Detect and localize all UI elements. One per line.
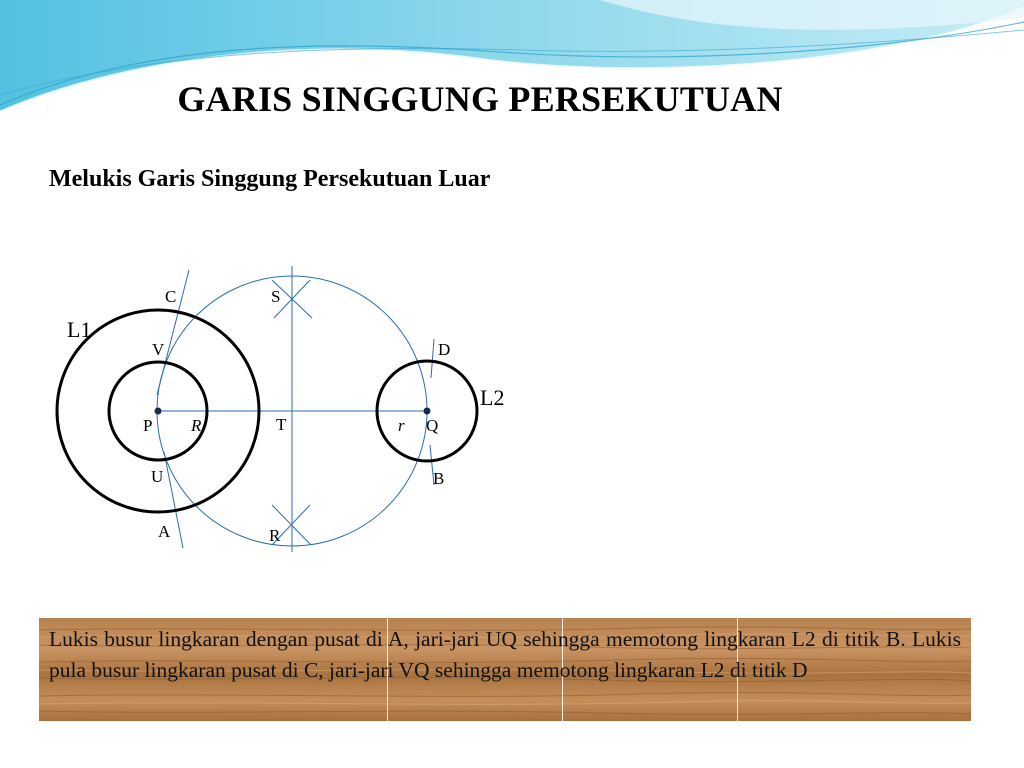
arc-mark-d xyxy=(431,339,434,378)
page-title: GARIS SINGGUNG PERSEKUTUAN xyxy=(177,79,783,119)
section-subtitle: Melukis Garis Singgung Persekutuan Luar xyxy=(49,166,491,192)
radius-small-r-label: r xyxy=(398,416,405,435)
point-q-label: Q xyxy=(426,416,439,435)
point-a-label: A xyxy=(158,522,171,541)
point-v-label: V xyxy=(152,340,165,359)
point-c-label: C xyxy=(165,287,177,306)
point-r-label: R xyxy=(269,526,281,545)
point-q-dot xyxy=(424,408,431,415)
point-p-label: P xyxy=(143,416,153,435)
instruction-box xyxy=(39,618,971,721)
circle-l1-label: L1 xyxy=(67,317,92,342)
point-t-label: T xyxy=(276,415,287,434)
point-u-label: U xyxy=(151,467,164,486)
instruction-text: Lukis busur lingkaran dengan pusat di A, jari-jari UQ sehingga memotong lingkaran L2 di titik B. Lukis pula busur lingkaran pusat di C, jari-jari VQ sehingga memotong lingkaran L2 di titik D xyxy=(49,627,961,682)
point-p-dot xyxy=(155,408,162,415)
radius-big-r-label: R xyxy=(191,416,202,435)
circle-l2-label: L2 xyxy=(480,385,505,410)
point-d-label: D xyxy=(438,340,451,359)
point-b-label: B xyxy=(433,469,445,488)
point-s-label: S xyxy=(271,287,281,306)
